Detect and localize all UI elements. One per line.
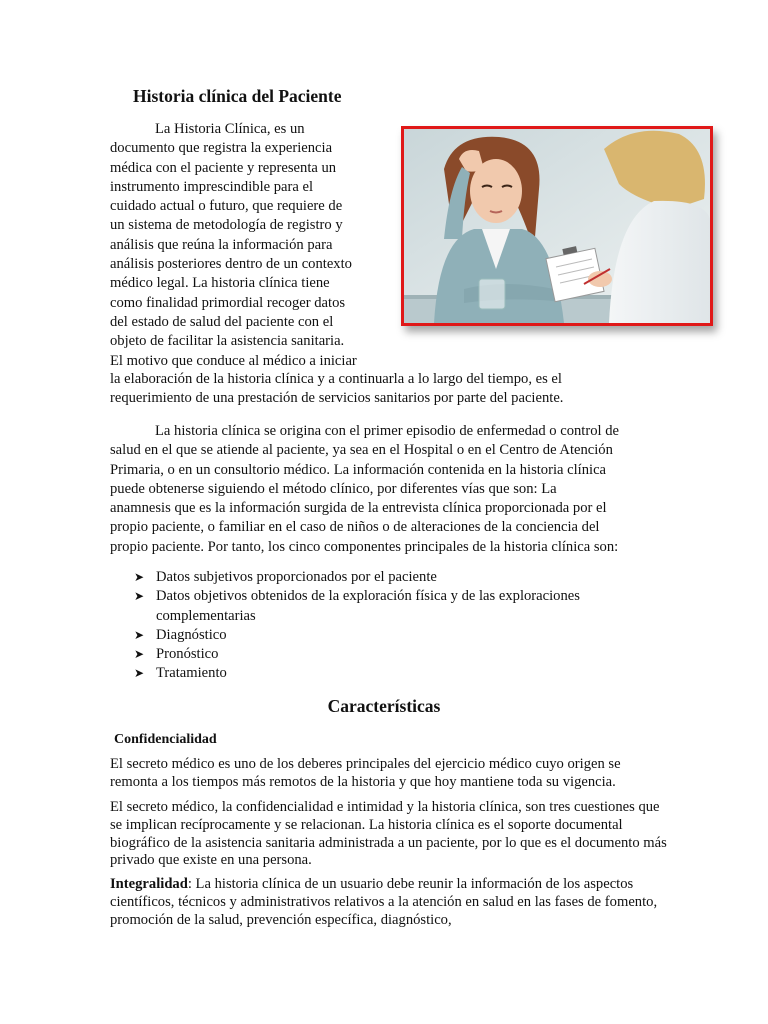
paragraph-line: Primaria, o en un consultorio médico. La información contenida en la historia clínica [110, 461, 607, 478]
intro-line: del estado de salud del paciente con el [110, 313, 334, 330]
intro-line: médica con el paciente y representa un [110, 159, 337, 176]
intro-line: documento que registra la experiencia [110, 140, 333, 157]
list-item: ➤ Tratamiento [134, 664, 634, 683]
paragraph-line: salud en el que se atiende al paciente, ya sea en el Hospital o en el Centro de Atención [110, 442, 613, 459]
arrow-bullet-icon: ➤ [134, 570, 145, 584]
intro-line: instrumento imprescindible para el [110, 178, 314, 195]
intro-full-line: la elaboración de la historia clínica y a continuarla a lo largo del tiempo, es el [110, 371, 562, 387]
intro-line: objeto de facilitar la asistencia sanitaria. [110, 333, 345, 350]
integrality-label: Integralidad [110, 876, 188, 892]
intro-full-line: requerimiento de una prestación de servicios sanitarios por parte del paciente. [110, 390, 564, 407]
paragraph-line: puede obtenerse siguiendo el método clínico, por diferentes vías que son: La [110, 480, 557, 497]
list-item: ➤ Datos subjetivos proporcionados por el paciente [134, 568, 634, 587]
confidentiality-paragraph: El secreto médico es uno de los deberes principales del ejercicio médico cuyo origen se remonta a los tiempos más remotos de la historia y que hoy mantiene toda su vigencia. [110, 756, 621, 790]
section-heading: Características [327, 696, 441, 716]
paragraph-line: propio paciente. Por tanto, los cinco componentes principales de la historia clínica son: [110, 538, 619, 555]
integrality-paragraph [110, 876, 670, 929]
doctor-patient-illustration [404, 129, 710, 323]
intro-line: un sistema de metodología de registro y [110, 217, 343, 234]
page-title: Historia clínica del Paciente [133, 86, 342, 106]
arrow-bullet-icon: ➤ [134, 666, 145, 681]
integrality-text: : La historia clínica de un usuario debe reunir la información de los aspectos científicos, técnicos y administrativos relativos a la atención en salud en las fases de fomento, promoción de la salud, prevención específica, diagnóstico, [110, 876, 658, 928]
intro-line: médico legal. La historia clínica tiene [110, 275, 330, 292]
confidentiality-paragraph: El secreto médico, la confidencialidad e intimidad y la historia clínica, son tres cuestiones que se implican recíprocamente y se relacionan. La historia clínica es el soporte documental biográfico de la asistencia sanitaria administrada a un paciente, por lo que es el documento más privado que existe en una persona. [110, 799, 667, 869]
paragraph-line: anamnesis que es la información surgida de la entrevista clínica proporcionada por el [110, 500, 607, 517]
intro-line: La Historia Clínica, es un [155, 121, 305, 137]
intro-line: análisis posteriores dentro de un contexto [110, 256, 352, 273]
paragraph-line: propio paciente, o familiar en el caso de niños o de alteraciones de la conciencia del [110, 519, 600, 536]
intro-line: análisis que reúna la información para [110, 236, 333, 253]
components-list [134, 568, 634, 684]
intro-line: como finalidad primordial recoger datos [110, 294, 346, 311]
arrow-bullet-icon: ➤ [134, 589, 145, 604]
intro-paragraph [110, 120, 392, 371]
doctor-patient-photo [401, 126, 713, 326]
intro-line: El motivo que conduce al médico a iniciar [110, 352, 357, 369]
paragraph-line: La historia clínica se origina con el primer episodio de enfermedad o control de [155, 423, 619, 439]
intro-continuation [110, 370, 670, 409]
paragraph-origin [110, 422, 662, 557]
list-item: ➤ Datos objetivos obtenidos de la exploración física y de las exploraciones complementarias [134, 588, 580, 624]
subsection-heading: Confidencialidad [114, 732, 217, 747]
arrow-bullet-icon: ➤ [134, 627, 145, 642]
arrow-bullet-icon: ➤ [134, 647, 145, 662]
list-item: ➤ Pronóstico [134, 645, 634, 664]
list-item: ➤ Diagnóstico [134, 626, 634, 645]
intro-line: cuidado actual o futuro, que requiere de [110, 198, 343, 215]
